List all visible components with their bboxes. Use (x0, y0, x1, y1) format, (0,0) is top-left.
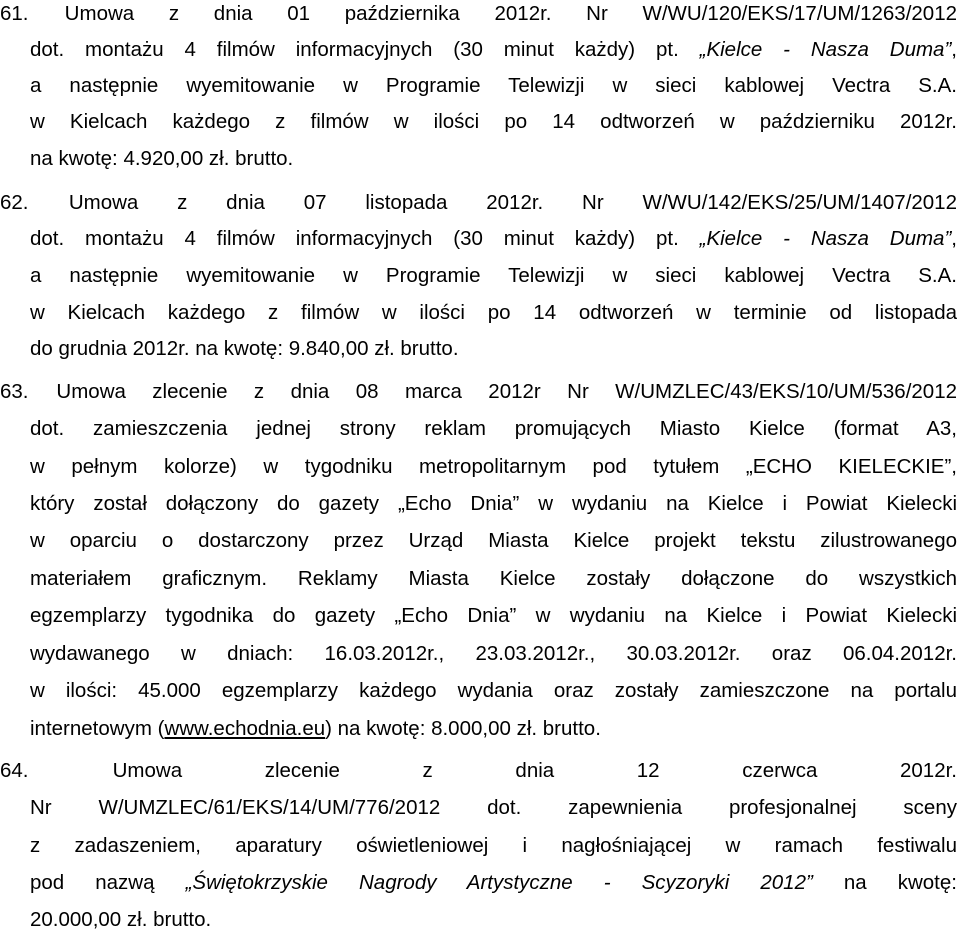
item-line: w pełnym kolorze) w tygodniku metropolitarnym pod tytułem „ECHO KIELECKIE”, (30, 455, 957, 478)
item-number: 63. (0, 380, 29, 403)
item-first-line (0, 0, 957, 28)
item-line: w oparciu o dostarczony przez Urząd Miasta Kielce projekt tekstu zilustrowanego (30, 529, 957, 552)
item-line: do grudnia 2012r. na kwotę: 9.840,00 zł. brutto. (30, 337, 459, 360)
item-line-text: dot. montażu 4 filmów informacyjnych (30 minut każdy) pt. (30, 227, 679, 250)
item-line: egzemplarzy tygodnika do gazety „Echo Dnia” w wydaniu na Kielce i Powiat Kielecki (30, 604, 957, 627)
item-number: 62. (0, 191, 29, 214)
quote-open: „ (185, 871, 193, 894)
item-line: z zadaszeniem, aparatury oświetleniowej i nagłośniającej w ramach festiwalu (30, 834, 957, 857)
item-line (30, 225, 957, 253)
item-line: Umowa z dnia 07 listopada 2012r. Nr W/WU/142/EKS/25/UM/1407/2012 (30, 191, 957, 214)
item-line: materiałem graficznym. Reklamy Miasta Kielce zostały dołączone do wszystkich (30, 567, 957, 590)
item-line: Umowa zlecenie z dnia 12 czerwca 2012r. (30, 759, 957, 782)
item-line: a następnie wyemitowanie w Programie Telewizji w sieci kablowej Vectra S.A. (30, 264, 957, 287)
item-first-line (0, 378, 957, 406)
item-number: 64. (0, 759, 29, 782)
item-line: w ilości: 45.000 egzemplarzy każdego wydania oraz zostały zamieszczone na portalu (30, 679, 957, 702)
film-title: „Kielce - Nasza Duma” (699, 227, 952, 250)
item-line-text: na kwotę: (843, 871, 957, 894)
item-line: Umowa zlecenie z dnia 08 marca 2012r Nr W/UMZLEC/43/EKS/10/UM/536/2012 (30, 380, 957, 403)
item-line-text: dot. montażu 4 filmów informacyjnych (30 minut każdy) pt. (30, 38, 679, 61)
item-line-text: internetowym ( (30, 717, 165, 740)
quote-close: ” (806, 871, 813, 894)
item-line (30, 715, 957, 743)
item-line (30, 36, 957, 64)
title-suffix: , (951, 38, 957, 61)
item-line-text: ) na kwotę: 8.000,00 zł. brutto. (325, 717, 601, 740)
item-line: Nr W/UMZLEC/61/EKS/14/UM/776/2012 dot. zapewnienia profesjonalnej sceny (30, 796, 957, 819)
item-line: 20.000,00 zł. brutto. (30, 908, 212, 931)
item-first-line (0, 189, 957, 217)
award-title-text: Świętokrzyskie Nagrody Artystyczne - Scyzoryki 2012 (192, 871, 806, 894)
item-number: 61. (0, 2, 29, 25)
item-line-text: pod nazwą (30, 871, 155, 894)
item-first-line (0, 757, 957, 785)
item-line: w Kielcach każdego z filmów w ilości po 14 odtworzeń w październiku 2012r. (30, 110, 957, 133)
item-line: na kwotę: 4.920,00 zł. brutto. (30, 147, 294, 170)
title-suffix: , (951, 227, 957, 250)
item-line (30, 869, 957, 897)
item-line: Umowa z dnia 01 października 2012r. Nr W/WU/120/EKS/17/UM/1263/2012 (30, 2, 957, 25)
award-title (186, 871, 813, 894)
item-line: który został dołączony do gazety „Echo Dnia” w wydaniu na Kielce i Powiat Kielecki (30, 492, 957, 515)
item-line: wydawanego w dniach: 16.03.2012r., 23.03.2012r., 30.03.2012r. oraz 06.04.2012r. (30, 642, 957, 665)
item-line: dot. zamieszczenia jednej strony reklam promujących Miasto Kielce (format A3, (30, 417, 957, 440)
website-link[interactable]: www.echodnia.eu (164, 717, 326, 740)
item-line: a następnie wyemitowanie w Programie Telewizji w sieci kablowej Vectra S.A. (30, 74, 957, 97)
film-title: „Kielce - Nasza Duma” (699, 38, 952, 61)
item-line: w Kielcach każdego z filmów w ilości po 14 odtworzeń w terminie od listopada (30, 301, 957, 324)
